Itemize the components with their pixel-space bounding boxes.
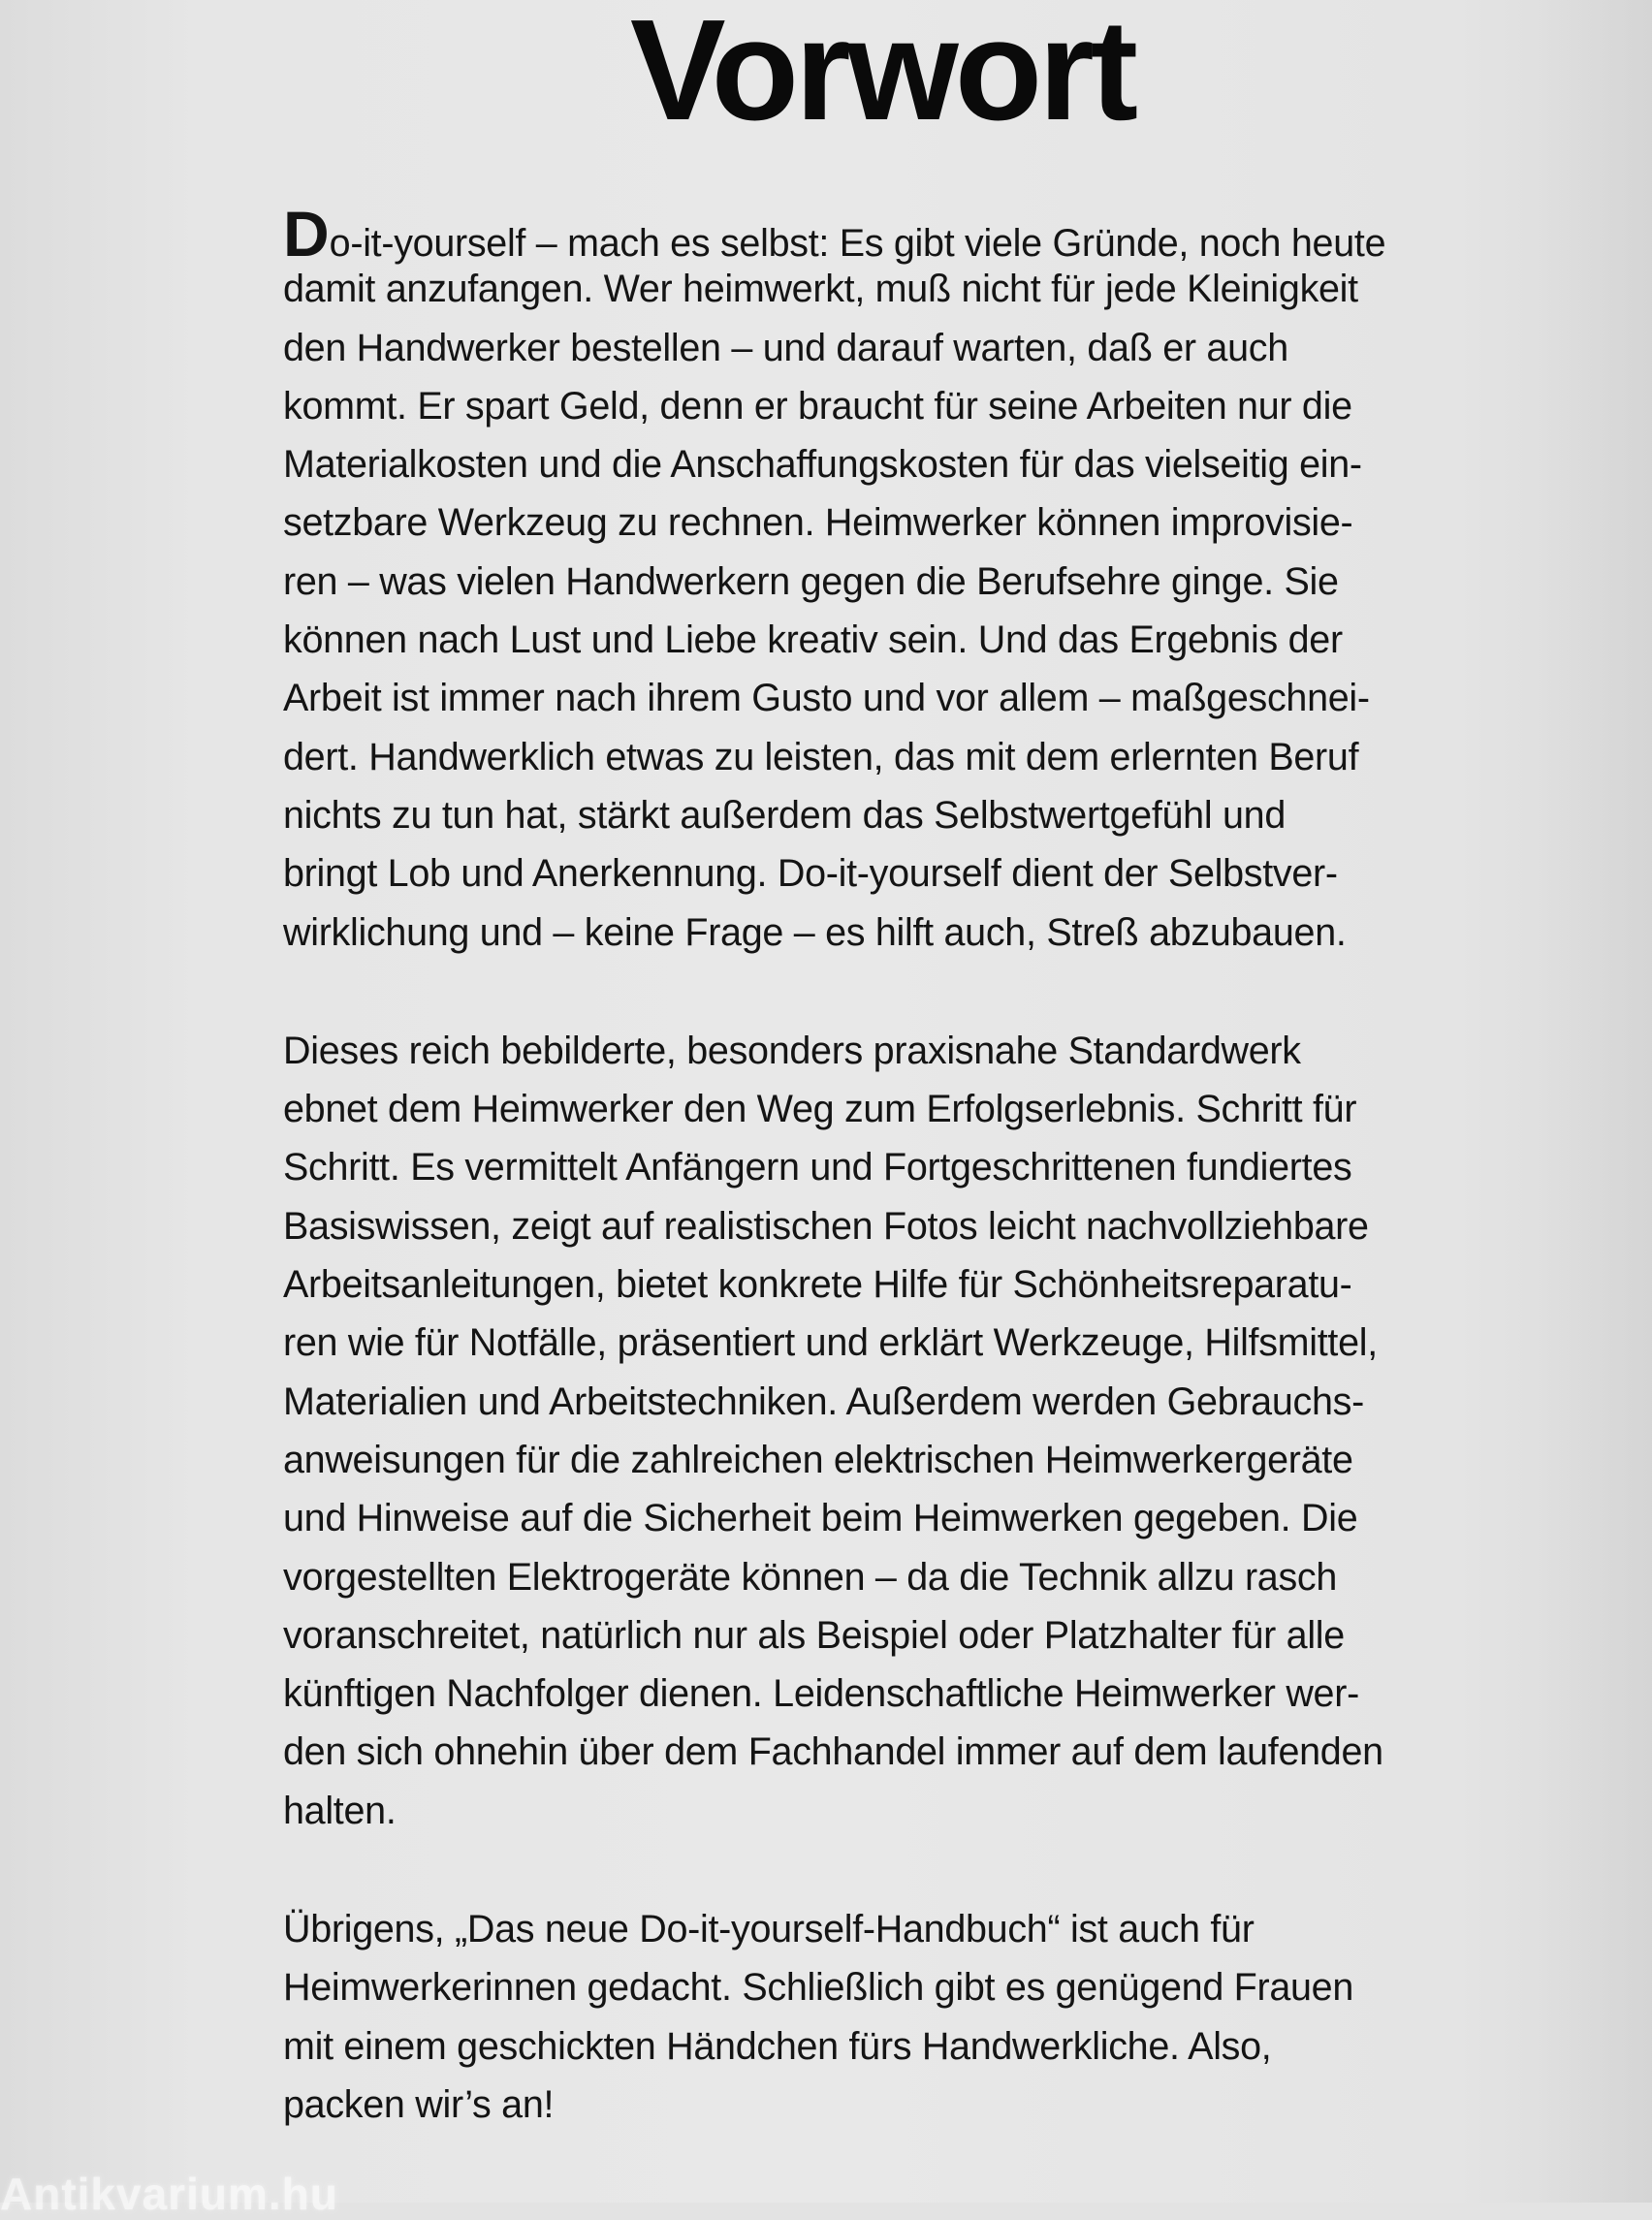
paragraph-line: damit anzufangen. Wer heimwerkt, muß nicht für jede Kleinigkeit [283, 268, 1358, 311]
paragraph-line: den Handwerker bestellen – und darauf warten, daß er auch [283, 326, 1288, 369]
paragraph-line: dert. Handwerklich etwas zu leisten, das mit dem erlernten Beruf [283, 735, 1359, 778]
paragraph-line: Arbeitsanleitungen, bietet konkrete Hilfe für Schönheitsreparatu- [283, 1263, 1352, 1307]
paragraph-line: ren – was vielen Handwerkern gegen die Berufsehre ginge. Sie [283, 559, 1339, 603]
paragraph-line: nichts zu tun hat, stärkt außerdem das Selbstwertgefühl und [283, 793, 1287, 837]
paragraph-line: können nach Lust und Liebe kreativ sein. Und das Ergebnis der [283, 618, 1343, 662]
paragraph-line: Do-it-yourself – mach es selbst: Es gibt viele Gründe, noch heute [283, 198, 1386, 270]
paragraph-line: voranschreitet, natürlich nur als Beispiel oder Platzhalter für alle [283, 1613, 1345, 1657]
paragraph-line: halten. [283, 1789, 397, 1832]
paragraph-line: kommt. Er spart Geld, denn er braucht für seine Arbeiten nur die [283, 384, 1352, 428]
page-title: Vorwort [629, 0, 1135, 150]
paragraph-line: ebnet dem Heimwerker den Weg zum Erfolgserlebnis. Schritt für [283, 1088, 1357, 1131]
paragraph-line: wirklichung und – keine Frage – es hilft auch, Streß abzubauen. [283, 910, 1347, 954]
paragraph-1 [283, 198, 1485, 962]
drop-cap: D [283, 198, 330, 270]
paragraph-line: künftigen Nachfolger dienen. Leidenschaftliche Heimwerker wer- [283, 1672, 1359, 1716]
paragraph-line: bringt Lob und Anerkennung. Do-it-yourself dient der Selbstver- [283, 852, 1338, 896]
paragraph-line: setzbare Werkzeug zu rechnen. Heimwerker können improvisie- [283, 501, 1353, 545]
watermark: Antikvarium.hu [0, 2169, 338, 2219]
paragraph-line: ren wie für Notfälle, präsentiert und erklärt Werkzeuge, Hilfsmittel, [283, 1321, 1378, 1365]
paragraph-line: Schritt. Es vermittelt Anfängern und Fortgeschrittenen fundiertes [283, 1146, 1352, 1189]
paragraph-line: mit einem geschickten Händchen fürs Handwerkliche. Also, [283, 2024, 1272, 2068]
paragraph-line: packen wir’s an! [283, 2082, 555, 2126]
paragraph-line: Übrigens, „Das neue Do-it-yourself-Handbuch“ ist auch für [283, 1908, 1255, 1951]
paragraph-line: Heimwerkerinnen gedacht. Schließlich gibt es genügend Frauen [283, 1966, 1354, 2010]
paragraph-3 [283, 1900, 1485, 2134]
paragraph-line: Materialkosten und die Anschaffungskosten für das vielseitig ein- [283, 443, 1362, 487]
paragraph-spacer [283, 962, 1485, 1022]
paragraph-line: und Hinweise auf die Sicherheit beim Heimwerken gegeben. Die [283, 1497, 1358, 1540]
paragraph-line: Materialien und Arbeitstechniken. Außerdem werden Gebrauchs- [283, 1380, 1364, 1423]
paragraph-2 [283, 1022, 1485, 1840]
paragraph-line: anweisungen für die zahlreichen elektrischen Heimwerkergeräte [283, 1438, 1353, 1481]
paragraph-line: Dieses reich bebilderte, besonders praxisnahe Standardwerk [283, 1029, 1301, 1072]
paragraph-line: Arbeit ist immer nach ihrem Gusto und vor allem – maßgeschnei- [283, 677, 1370, 720]
paragraph-line: vorgestellten Elektrogeräte können – da die Technik allzu rasch [283, 1555, 1338, 1599]
paragraph-line: den sich ohnehin über dem Fachhandel immer auf dem laufenden [283, 1730, 1383, 1774]
body-text [283, 198, 1485, 2134]
paragraph-spacer [283, 1840, 1485, 1900]
page-edge-shade [1536, 0, 1652, 2203]
paragraph-line: Basiswissen, zeigt auf realistischen Fotos leicht nachvollziehbare [283, 1204, 1369, 1248]
